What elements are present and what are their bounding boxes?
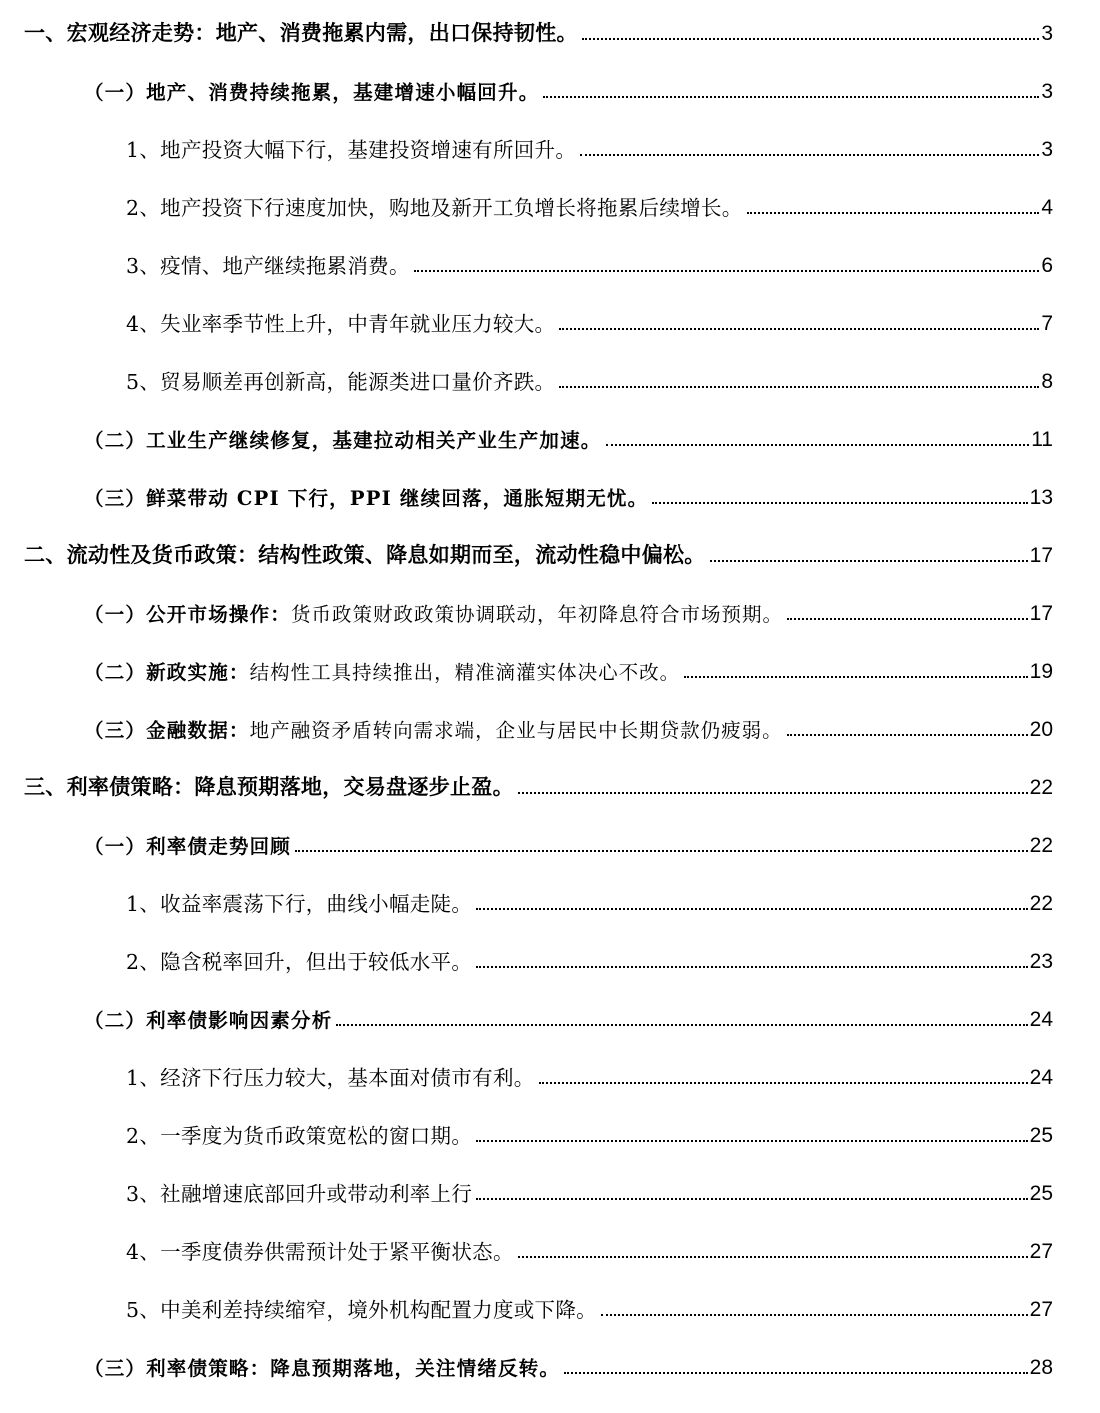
toc-page-number: 11 — [1031, 428, 1053, 451]
toc-entry-section-2-1[interactable] — [0, 584, 1053, 624]
toc-page-number: 7 — [1041, 312, 1053, 335]
toc-entry-title: 三、利率债策略：降息预期落地，交易盘逐步止盈。 — [24, 775, 514, 799]
toc-page-number: 13 — [1029, 486, 1053, 509]
toc-entry-title-rest: 货币政策财政政策协调联动，年初降息符合市场预期。 — [291, 602, 784, 626]
toc-dot-leader — [476, 908, 1027, 910]
toc-page-number: 3 — [1041, 22, 1053, 45]
toc-entry-section-3-1[interactable] — [0, 816, 1053, 856]
toc-entry-item-1-1-4[interactable] — [0, 294, 1053, 334]
toc-entry-title: （三）利率债策略：降息预期落地，关注情绪反转。 — [84, 1356, 561, 1380]
toc-entry-item-1-1-2[interactable] — [0, 178, 1053, 218]
toc-entry-title-rest: 结构性工具持续推出，精准滴灌实体决心不改。 — [249, 660, 681, 684]
toc-dot-leader — [336, 1024, 1027, 1026]
toc-dot-leader — [601, 1314, 1028, 1316]
toc-dot-leader — [476, 1140, 1027, 1142]
toc-dot-leader — [543, 96, 1039, 98]
toc-entry-title — [84, 602, 784, 626]
toc-dot-leader — [539, 1082, 1028, 1084]
toc-dot-leader — [582, 38, 1040, 40]
toc-entry-item-3-1-1[interactable] — [0, 874, 1053, 914]
toc-page-number: 8 — [1041, 370, 1053, 393]
toc-entry-item-3-2-4[interactable] — [0, 1222, 1053, 1262]
toc-dot-leader — [476, 1198, 1027, 1200]
toc-dot-leader — [518, 792, 1028, 794]
toc-page-number: 24 — [1029, 1008, 1053, 1031]
toc-entry-chapter-3[interactable] — [0, 758, 1053, 798]
toc-dot-leader — [559, 328, 1039, 330]
toc-entry-title: 1、收益率震荡下行，曲线小幅走陡。 — [126, 891, 473, 916]
toc-entry-title — [84, 660, 681, 684]
toc-entry-title: 4、失业率季节性上升，中青年就业压力较大。 — [126, 311, 556, 336]
toc-entry-title: 3、社融增速底部回升或带动利率上行 — [126, 1181, 473, 1206]
toc-entry-title: 5、中美利差持续缩窄，境外机构配置力度或下降。 — [126, 1297, 597, 1322]
toc-entry-title: 4、一季度债券供需预计处于紧平衡状态。 — [126, 1239, 514, 1264]
toc-page-number: 6 — [1041, 254, 1053, 277]
toc-page-number: 28 — [1029, 1356, 1053, 1379]
toc-entry-title: 二、流动性及货币政策：结构性政策、降息如期而至，流动性稳中偏松。 — [24, 543, 706, 567]
toc-dot-leader — [414, 270, 1040, 272]
toc-page-number: 17 — [1029, 544, 1053, 567]
toc-page-number: 24 — [1029, 1066, 1053, 1089]
toc-entry-section-1-1[interactable] — [0, 62, 1053, 102]
toc-entry-item-1-1-3[interactable] — [0, 236, 1053, 276]
toc-entry-chapter-2[interactable] — [0, 526, 1053, 566]
toc-dot-leader — [295, 850, 1028, 852]
toc-entry-section-1-3[interactable] — [0, 468, 1053, 508]
toc-dot-leader — [580, 154, 1039, 156]
toc-entry-item-3-2-1[interactable] — [0, 1048, 1053, 1088]
toc-entry-title-lead: （一）公开市场操作： — [84, 602, 292, 626]
toc-entry-chapter-1[interactable] — [0, 4, 1053, 44]
toc-dot-leader — [684, 676, 1028, 678]
toc-dot-leader — [787, 618, 1028, 620]
toc-dot-leader — [747, 212, 1040, 214]
toc-entry-title: （二）工业生产继续修复，基建拉动相关产业生产加速。 — [84, 428, 602, 452]
toc-dot-leader — [564, 1372, 1028, 1374]
toc-page-number: 25 — [1029, 1182, 1053, 1205]
toc-dot-leader — [787, 734, 1028, 736]
toc-page-number: 25 — [1029, 1124, 1053, 1147]
toc-entry-section-2-2[interactable] — [0, 642, 1053, 682]
toc-dot-leader — [710, 560, 1028, 562]
toc-entry-section-1-2[interactable] — [0, 410, 1053, 450]
toc-entry-item-1-1-1[interactable] — [0, 120, 1053, 160]
toc-entry-item-3-1-2[interactable] — [0, 932, 1053, 972]
toc-entry-title: 1、经济下行压力较大，基本面对债市有利。 — [126, 1065, 535, 1090]
toc-entry-item-3-2-2[interactable] — [0, 1106, 1053, 1146]
toc-entry-title: （一）利率债走势回顾 — [84, 834, 292, 858]
toc-entry-title: （一）地产、消费持续拖累，基建增速小幅回升。 — [84, 80, 540, 104]
toc-entry-section-3-2[interactable] — [0, 990, 1053, 1030]
toc-entry-title: 2、隐含税率回升，但出于较低水平。 — [126, 949, 473, 974]
toc-entry-title: （二）利率债影响因素分析 — [84, 1008, 333, 1032]
toc-page-number: 22 — [1029, 834, 1053, 857]
toc-page-number: 3 — [1041, 138, 1053, 161]
toc-dot-leader — [606, 444, 1030, 446]
toc-entry-title: 2、地产投资下行速度加快，购地及新开工负增长将拖累后续增长。 — [126, 195, 743, 220]
toc-page-number: 27 — [1029, 1298, 1053, 1321]
toc-entry-title: 3、疫情、地产继续拖累消费。 — [126, 253, 410, 278]
toc-entry-title-lead: （三）金融数据： — [84, 718, 250, 742]
toc-page-number: 23 — [1029, 950, 1053, 973]
toc-page-number: 4 — [1041, 196, 1053, 219]
toc-page-number: 3 — [1041, 80, 1053, 103]
toc-entry-item-3-2-5[interactable] — [0, 1280, 1053, 1320]
toc-page-number: 27 — [1029, 1240, 1053, 1263]
toc-entry-title: 一、宏观经济走势：地产、消费拖累内需，出口保持韧性。 — [24, 21, 578, 45]
toc-entry-item-1-1-5[interactable] — [0, 352, 1053, 392]
toc-entry-title: 2、一季度为货币政策宽松的窗口期。 — [126, 1123, 473, 1148]
toc-entry-section-3-3[interactable] — [0, 1338, 1053, 1378]
toc-dot-leader — [518, 1256, 1028, 1258]
toc-entry-title: 1、地产投资大幅下行，基建投资增速有所回升。 — [126, 137, 577, 162]
toc-entry-title-lead: （二）新政实施： — [84, 660, 250, 684]
toc-entry-title: （三）鲜菜带动 CPI 下行，PPI 继续回落，通胀短期无忧。 — [84, 486, 649, 510]
toc-dot-leader — [652, 502, 1027, 504]
toc-dot-leader — [559, 386, 1039, 388]
toc-entry-title: 5、贸易顺差再创新高，能源类进口量价齐跌。 — [126, 369, 556, 394]
toc-entry-title-rest: 地产融资矛盾转向需求端，企业与居民中长期贷款仍疲弱。 — [249, 718, 783, 742]
toc-entry-section-2-3[interactable] — [0, 700, 1053, 740]
toc-page-number: 22 — [1029, 892, 1053, 915]
toc-page-number: 19 — [1029, 660, 1053, 683]
toc-page-number: 22 — [1029, 776, 1053, 799]
toc-dot-leader — [476, 966, 1027, 968]
toc-page-number: 17 — [1029, 602, 1053, 625]
toc-page-number: 20 — [1029, 718, 1053, 741]
toc-entry-item-3-2-3[interactable] — [0, 1164, 1053, 1204]
toc-entry-title — [84, 718, 783, 742]
